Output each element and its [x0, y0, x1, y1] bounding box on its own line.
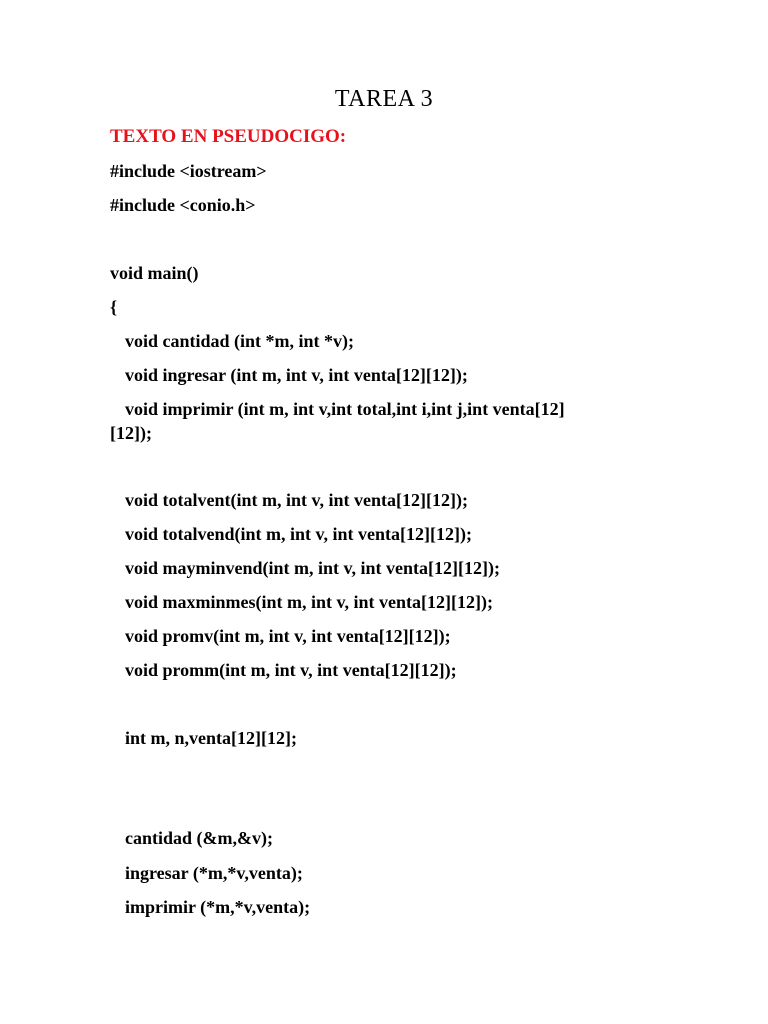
code-line-include-iostream: #include <iostream> — [110, 161, 267, 181]
code-line-main: void main() — [110, 263, 199, 283]
code-line-maxminmes-decl: void maxminmes(int m, int v, int venta[12][12]); — [125, 592, 493, 612]
code-line-cantidad-decl: void cantidad (int *m, int *v); — [125, 331, 355, 351]
code-line-totalvend-decl: void totalvend(int m, int v, int venta[12][12]); — [125, 524, 472, 544]
code-line-ingresar-call: ingresar (*m,*v,venta); — [125, 863, 303, 883]
code-line-totalvent-decl: void totalvent(int m, int v, int venta[12][12]); — [125, 490, 468, 510]
code-line-mayminvend-decl: void mayminvend(int m, int v, int venta[12][12]); — [125, 558, 500, 578]
code-line-open-brace: { — [110, 297, 118, 317]
code-line-imprimir-decl-cont: [12]); — [110, 423, 152, 443]
code-line-variables: int m, n,venta[12][12]; — [125, 728, 297, 748]
code-line-promm-decl: void promm(int m, int v, int venta[12][12]); — [125, 660, 457, 680]
page-title: TAREA 3 — [334, 86, 434, 112]
code-line-include-conio: #include <conio.h> — [110, 195, 256, 215]
code-line-imprimir-decl: void imprimir (int m, int v,int total,int i,int j,int venta[12] — [125, 399, 565, 419]
code-line-cantidad-call: cantidad (&m,&v); — [125, 828, 273, 848]
code-line-imprimir-call: imprimir (*m,*v,venta); — [125, 897, 311, 917]
code-line-ingresar-decl: void ingresar (int m, int v, int venta[12][12]); — [125, 365, 468, 385]
code-line-promv-decl: void promv(int m, int v, int venta[12][12]); — [125, 626, 451, 646]
section-heading: TEXTO EN PSEUDOCIGO: — [110, 126, 347, 147]
